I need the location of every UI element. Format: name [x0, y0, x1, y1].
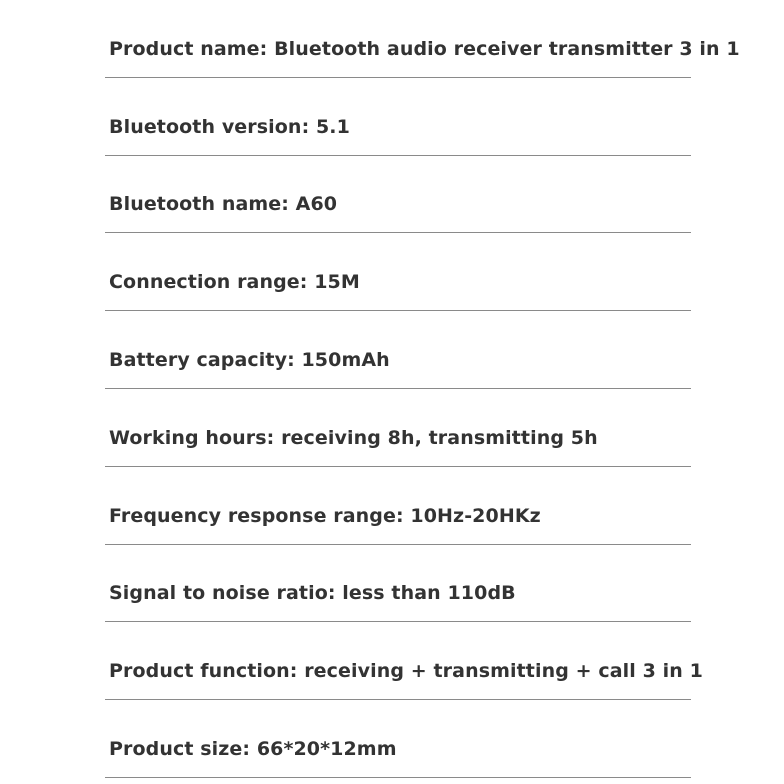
spec-product-size: Product size: 66*20*12mm: [109, 737, 397, 760]
spec-list: [105, 0, 740, 778]
spec-battery-capacity: Battery capacity: 150mAh: [109, 348, 390, 371]
spec-working-hours: Working hours: receiving 8h, transmitting 5h: [109, 426, 598, 449]
spec-row-product-name: [105, 0, 740, 78]
spec-row-frequency-response: [105, 467, 691, 545]
spec-frequency-response: Frequency response range: 10Hz-20HKz: [109, 504, 541, 527]
spec-row-bluetooth-version: [105, 78, 691, 156]
spec-row-battery-capacity: [105, 311, 691, 389]
spec-product-name: Product name: Bluetooth audio receiver transmitter 3 in 1: [109, 37, 740, 60]
spec-row-signal-to-noise: [105, 545, 691, 623]
spec-bluetooth-version: Bluetooth version: 5.1: [109, 115, 350, 138]
spec-row-connection-range: [105, 233, 691, 311]
spec-row-product-size: [105, 700, 691, 778]
spec-connection-range: Connection range: 15M: [109, 271, 360, 294]
spec-row-bluetooth-name: [105, 156, 691, 234]
spec-product-function: Product function: receiving + transmitting + call 3 in 1: [109, 660, 703, 683]
spec-bluetooth-name: Bluetooth name: A60: [109, 193, 338, 216]
spec-signal-to-noise: Signal to noise ratio: less than 110dB: [109, 582, 516, 605]
spec-row-product-function: [105, 622, 703, 700]
spec-row-working-hours: [105, 389, 691, 467]
